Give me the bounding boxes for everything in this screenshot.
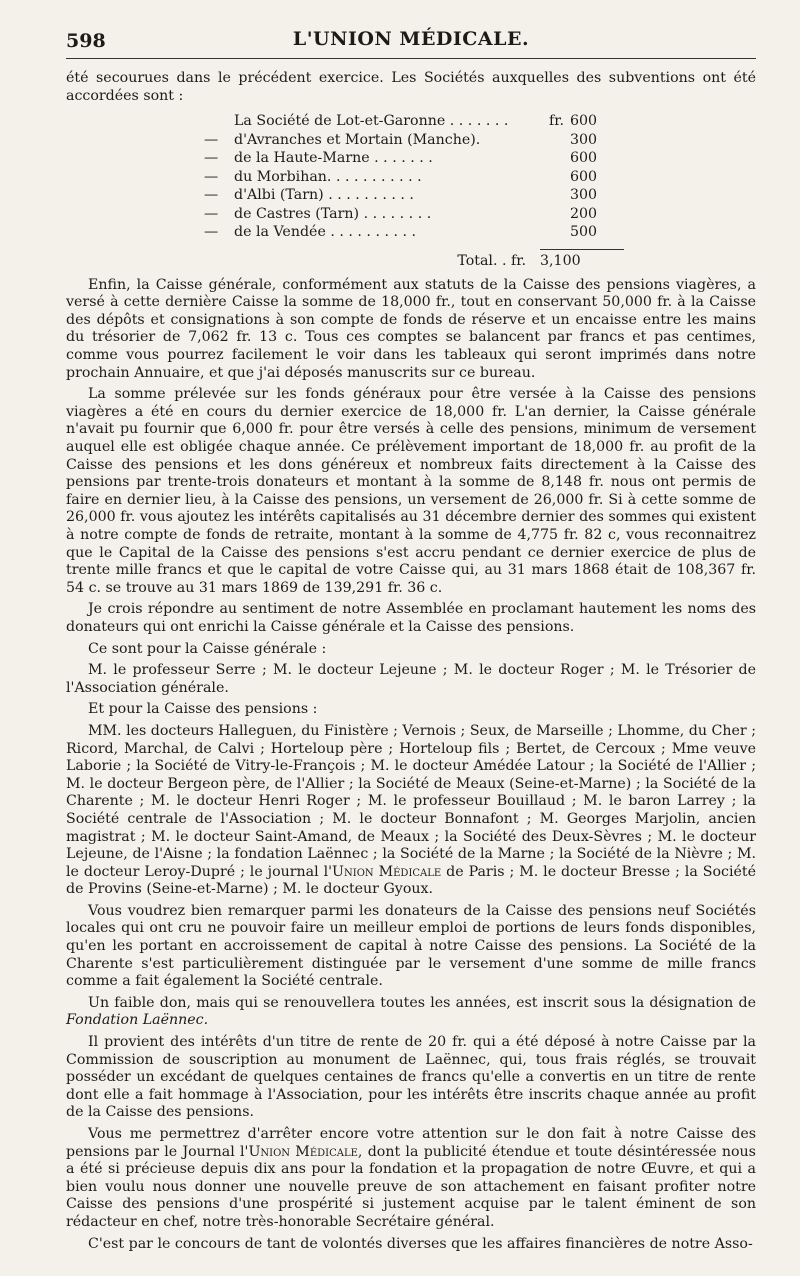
row-name: d'Avranches et Mortain (Manche). (234, 131, 481, 148)
total-label: Total. . fr. (457, 252, 526, 269)
body-text (66, 70, 756, 1257)
row-name: de la Haute-Marne . . . . . . . (234, 150, 433, 167)
paragraph: Il provient des intérêts d'un titre de rente de 20 fr. qui a été déposé à notre Caisse par la Commission de souscription au monument de Laënnec, qui, tous frais réglés, se trouvait posséder un excédant de quelques centaines de francs qu'elle a convertis en un titre de rente dont elle a fait hommage à l'Association, pour les intérêts être inscrits chaque année au profit de la Caisse des pensions. (66, 1034, 756, 1121)
row-name: d'Albi (Tarn) . . . . . . . . . . (234, 187, 414, 204)
subventions-table (204, 113, 624, 271)
table-row (204, 113, 624, 132)
row-amount: 300 (570, 187, 598, 204)
page-number: 598 (66, 30, 106, 52)
row-name: de la Vendée . . . . . . . . . . (234, 224, 417, 241)
paragraph (66, 995, 756, 1030)
table-row (204, 150, 624, 169)
row-prefix: — (204, 205, 219, 222)
paragraph: Vous voudrez bien remarquer parmi les donateurs de la Caisse des pensions neuf Sociétés locales qui ont cru ne pouvoir faire un meilleur emploi de portions de leurs fonds disponibles, qu'en les portant en accroissement de capital à notre Caisse des pensions. La Société de la Charente s'est particulièrement distinguée par le versement d'une somme de mille francs comme a fait également la Société centrale. (66, 902, 756, 990)
paragraph (66, 1126, 756, 1232)
running-header (66, 26, 756, 56)
paragraph-text: Vous me permettrez d'arrêter encore votre attention sur le don fait à notre Caisse des pensions par le Journal l' (66, 1126, 756, 1160)
intro-paragraph: été secourues dans le précédent exercice. Les Sociétés auxquelles des subventions ont été accordées sont : (66, 70, 756, 104)
running-title: L'UNION MÉDICALE. (292, 28, 530, 50)
row-prefix: — (204, 150, 219, 167)
table-row (204, 132, 624, 151)
donor-list-paragraph (66, 723, 756, 899)
total-row (204, 249, 624, 271)
donor-list-text: MM. les docteurs Halleguen, du Finistère ; Vernois ; Seux, de Marseille ; Lhomme, du Cher ; Ricord, Marchal, de Calvi ; Horteloup père ; Horteloup fils ; Bertet, de Cercoux ; Mme veuve Laborie ; la Société de Vitry-le-François ; M. le docteur Amédée Latour ; la Société de l'Allier ; M. le docteur Bergeon père, de l'Allier ; la Société de Meaux (Seine-et-Marne) ; la Société de la Charente ; M. le docteur Henri Roger ; M. le professeur Bouillaud ; M. le baron Larrey ; la Société centrale de l'Association ; M. le docteur Bonnafont ; M. Georges Marjolin, ancien magistrat ; M. le docteur Saint-Amand, de Meaux ; la Société des Deux-Sèvres ; M. le docteur Lejeune, de l'Aisne ; la fondation Laënnec ; la Société de la Marne ; la Société de la Nièvre ; M. le docteur Leroy-Dupré ; le journal l' (66, 722, 756, 880)
journal-name: Union Médicale (248, 1143, 358, 1160)
paragraph: Enfin, la Caisse générale, conformément aux statuts de la Caisse des pensions viagères, a versé à cette dernière Caisse la somme de 18,000 fr., tout en conservant 50,000 fr. à la Caisse des dépôts et consignations à son compte de fonds de réserve et un encaisse entre les mains du trésorier de 7,062 fr. 13 c. Tous ces comptes se balancent par francs et pas centimes, comme vous pourrez facilement le voir dans les tableaux qui seront imprimés dans notre prochain Annuaire, et que j'ai déposés manuscrits sur ce bureau. (66, 276, 756, 381)
donor-list-text-end: de Paris ; M. le docteur Bresse ; la Société de Provins (Seine-et-Marne) ; M. le docteur Gyoux. (66, 863, 756, 898)
table-row (204, 187, 624, 206)
paragraph: Et pour la Caisse des pensions : (88, 701, 318, 718)
row-prefix: — (204, 131, 219, 148)
row-amount: 500 (570, 224, 598, 241)
journal-name: Union Médicale (332, 863, 442, 880)
row-amount: 200 (570, 205, 598, 222)
header-rule (66, 58, 756, 59)
fondation-name: Fondation Laënnec. (66, 1012, 209, 1029)
total-amount: 3,100 (540, 249, 624, 271)
row-prefix: — (204, 168, 219, 185)
row-amount: 600 (570, 113, 598, 130)
paragraph: La somme prélevée sur les fonds généraux pour être versée à la Caisse des pensions viagères a été en cours du dernier exercice de 18,000 fr. L'an dernier, la Caisse générale n'avait pu fournir que 6,000 fr. pour être versés à celle des pensions, minimum de versement auquel elle est obligée chaque année. Ce prélèvement important de 18,000 fr. au profit de la Caisse des pensions et les dons généreux et nombreux faits directement à la Caisse des pensions par trente-trois donateurs et montant à la somme de 8,148 fr. nous ont permis de faire en dernier lieu, à la Caisse des pensions, un versement de 26,000 fr. Si à cette somme de 26,000 fr. vous ajoutez les intérêts capitalisés au 31 décembre dernier des sommes qui existent à notre compte de fonds de retraite, montant à la somme de 4,775 fr. 82 c, vous reconnaitrez que le Capital de la Caisse des pensions s'est accru pendant ce dernier exercice de plus de trente mille francs et que le capital de votre Caisse qui, au 31 mars 1868 était de 108,367 fr. 54 c. se trouve au 31 mars 1869 de 139,291 fr. 36 c. (66, 386, 756, 596)
row-amount: 300 (570, 131, 598, 148)
table-row (204, 224, 624, 243)
table-row (204, 206, 624, 225)
row-amount: 600 (570, 168, 598, 185)
paragraph: Ce sont pour la Caisse générale : (88, 640, 327, 657)
row-name: de Castres (Tarn) . . . . . . . . (234, 205, 432, 222)
row-amount: 600 (570, 150, 598, 167)
row-prefix: — (204, 224, 219, 241)
row-name: La Société de Lot-et-Garonne . . . . . . . (234, 113, 509, 130)
paragraph: C'est par le concours de tant de volontés diverses que les affaires financières de notre Asso- (88, 1235, 753, 1252)
paragraph: Je crois répondre au sentiment de notre Assemblée en proclamant hautement les noms des donateurs qui ont enrichi la Caisse générale et la Caisse des pensions. (66, 601, 756, 635)
row-name: du Morbihan. . . . . . . . . . . (234, 168, 422, 185)
paragraph-text-end: , dont la publicité étendue et toute désintéressée nous a été si précieuse depuis dix ans pour la fondation et la propagation de notre Œuvre, et qui a bien voulu nous donner une nouvelle preuve de son attachement en faisant profiter notre Caisse des pensions d'une prospérité si justement acquise par le talent éminent de son rédacteur en chef, notre très-honorable Secrétaire général. (66, 1143, 756, 1230)
table-row (204, 169, 624, 188)
paragraph-text: Un faible don, mais qui se renouvellera toutes les années, est inscrit sous la désignation de (88, 994, 756, 1011)
row-prefix: — (204, 187, 219, 204)
row-unit: fr. (549, 113, 564, 130)
paragraph: M. le professeur Serre ; M. le docteur Lejeune ; M. le docteur Roger ; M. le Trésorier de l'Association générale. (66, 662, 756, 696)
